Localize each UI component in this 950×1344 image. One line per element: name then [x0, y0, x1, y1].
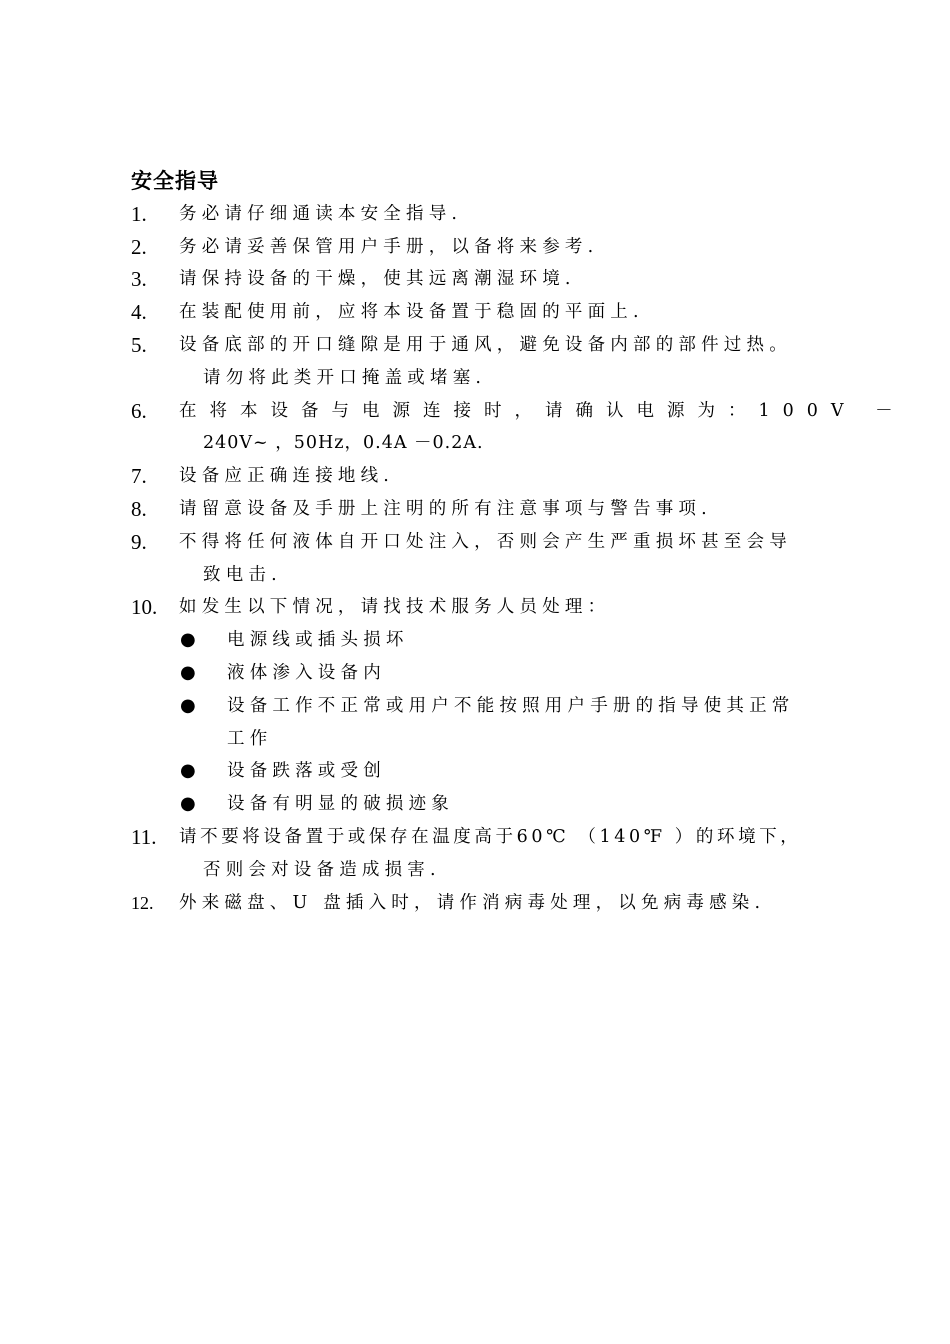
item-number: 12. — [131, 893, 154, 913]
item-number: 5. — [131, 333, 147, 357]
bullet-icon: ● — [180, 629, 196, 650]
item-number: 6. — [131, 399, 147, 423]
bullet-text: 液体渗入设备内 — [227, 663, 386, 683]
item-text: 请勿将此类开口掩盖或堵塞. — [203, 368, 487, 388]
bullet-icon: ● — [180, 695, 196, 716]
item-text: 务必请仔细通读本安全指导. — [179, 204, 463, 224]
item-text: 请留意设备及手册上注明的所有注意事项与警告事项. — [179, 499, 712, 519]
item-text: 设备应正确连接地线. — [179, 466, 395, 486]
bullet-text: 设备跌落或受创 — [227, 761, 386, 781]
item-text: 如发生以下情况，请找技术服务人员处理： — [179, 597, 611, 617]
item-number: 3. — [131, 267, 147, 291]
item-text: 务必请妥善保管用户手册，以备将来参考. — [179, 237, 599, 257]
item-text: 不得将任何液体自开口处注入，否则会产生严重损坏甚至会导 — [179, 532, 792, 552]
item-text: 请保持设备的干燥，使其远离潮湿环境. — [179, 269, 576, 289]
item-text: 在装配使用前，应将本设备置于稳固的平面上. — [179, 302, 644, 322]
item-number: 7. — [131, 464, 147, 488]
item-text: 请不要将设备置于或保存在温度高于60℃ （140℉ ）的环境下， — [179, 827, 802, 847]
item-text: 外来磁盘、U 盘插入时，请作消病毒处理，以免病毒感染. — [179, 893, 766, 913]
bullet-text: 设备工作不正常或用户不能按照用户手册的指导使其正常 — [227, 696, 795, 716]
item-text: 否则会对设备造成损害. — [203, 860, 441, 880]
item-text: 致电击. — [203, 565, 282, 585]
item-number: 1. — [131, 202, 147, 226]
item-text: 设备底部的开口缝隙是用于通风，避免设备内部的部件过热。 — [179, 335, 792, 355]
item-text: 240V~ ，50Hz，0.4A －0.2A. — [203, 433, 484, 453]
bullet-icon: ● — [180, 793, 196, 814]
item-number: 4. — [131, 300, 147, 324]
bullet-text: 工作 — [227, 729, 273, 749]
page-title: 安全指导 — [131, 169, 219, 193]
item-number: 2. — [131, 235, 147, 259]
bullet-text: 电源线或插头损坏 — [227, 630, 409, 650]
bullet-text: 设备有明显的破损迹象 — [227, 794, 454, 814]
item-number: 11. — [131, 825, 157, 849]
item-number: 9. — [131, 530, 147, 554]
bullet-icon: ● — [180, 760, 196, 781]
bullet-icon: ● — [180, 662, 196, 683]
item-text: 在将本设备与电源连接时，请确认电源为：100V － — [179, 401, 906, 421]
item-number: 8. — [131, 497, 147, 521]
item-number: 10. — [131, 595, 158, 619]
